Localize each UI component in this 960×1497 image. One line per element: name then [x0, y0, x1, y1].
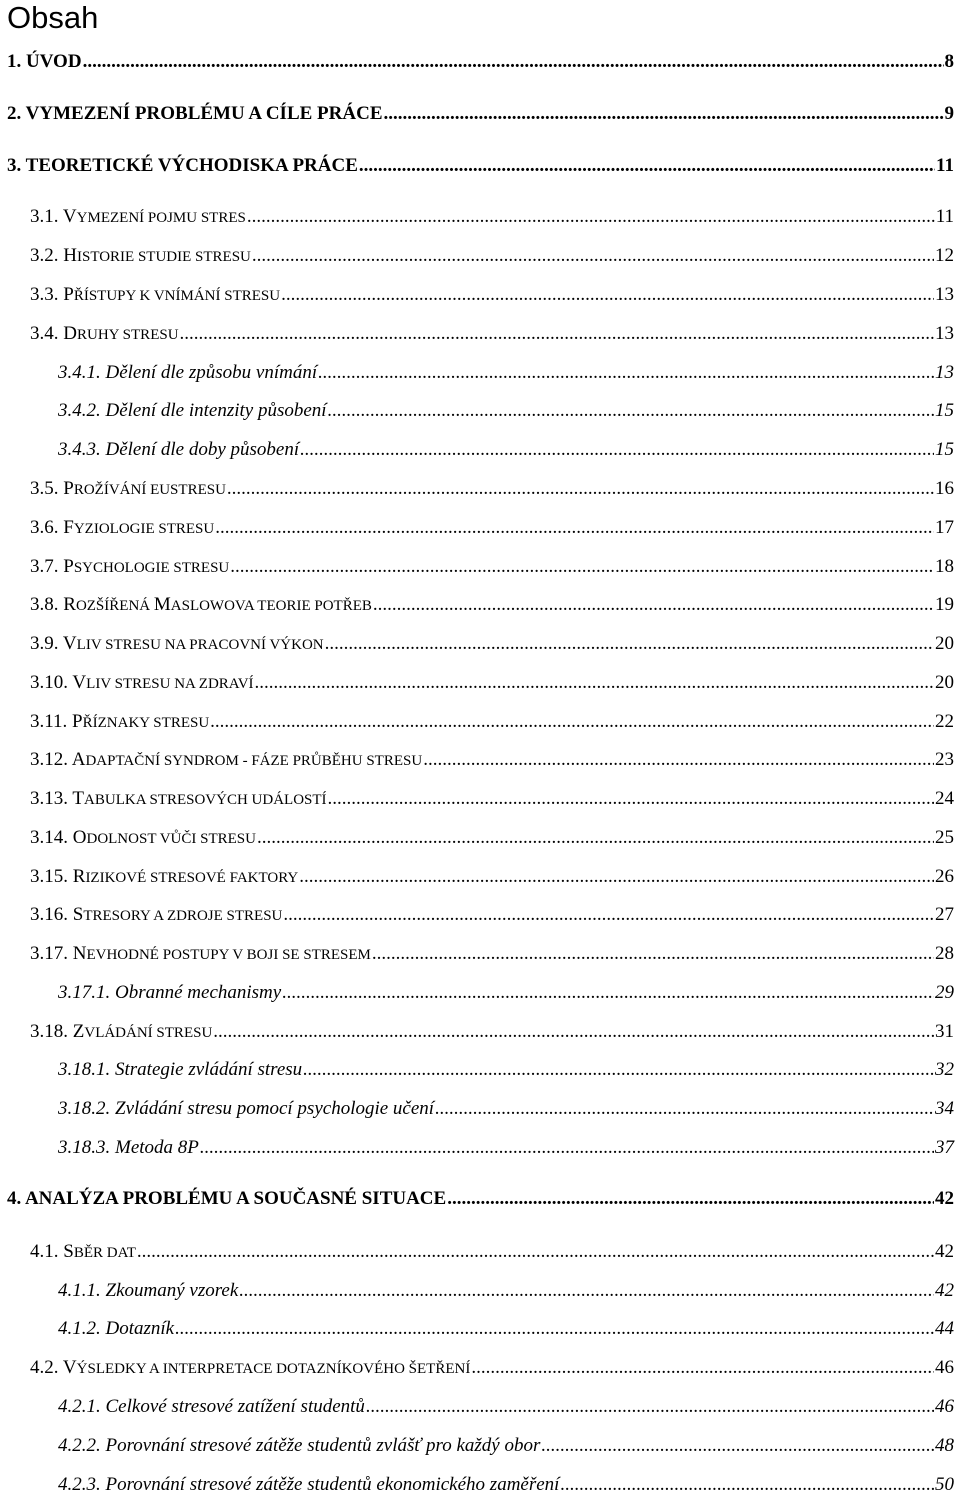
toc-entry-title-part: BĚR DAT	[73, 1245, 136, 1261]
toc-page-number: 15	[935, 400, 954, 421]
toc-entry-label	[7, 102, 383, 126]
toc-leader-dots	[213, 1020, 934, 1044]
toc-entry-number: 4.2.3.	[58, 1474, 106, 1495]
toc-entry-title-part: YMEZENÍ POJMU STRES	[76, 210, 246, 226]
toc-entry-title-part: VLÁDÁNÍ STRESU	[84, 1025, 213, 1041]
toc-entry-label	[58, 981, 281, 1005]
toc-entry[interactable]	[58, 361, 954, 385]
toc-page-number: 42	[935, 1280, 954, 1301]
toc-page-number: 16	[935, 478, 954, 499]
toc-entry[interactable]	[30, 516, 954, 540]
toc-entry-label	[7, 154, 358, 178]
toc-page-number: 9	[944, 103, 954, 124]
toc-page-number: 11	[935, 206, 954, 227]
toc-entry-label	[30, 865, 298, 890]
toc-entry-number: 3.17.	[30, 943, 73, 964]
toc-entry-label	[58, 1136, 199, 1160]
toc-entry-number: 3.6.	[30, 517, 64, 538]
toc-entry-title-part: ÝSLEDKY A INTERPRETACE DOTAZNÍKOVÉHO ŠETŘENÍ	[76, 1361, 471, 1377]
toc-page-number: 28	[935, 943, 954, 964]
toc-leader-dots	[471, 1356, 934, 1380]
toc-entry-number: 4.1.2.	[58, 1318, 106, 1339]
toc-entry-label	[58, 1434, 540, 1458]
toc-entry-label	[30, 322, 179, 347]
toc-page-number: 37	[935, 1137, 954, 1158]
toc-page-number: 46	[935, 1357, 954, 1378]
toc-entry-number: 3.3.	[30, 284, 64, 305]
toc-entry-number: 3.9.	[30, 633, 63, 654]
toc-leader-dots	[282, 981, 934, 1005]
toc-entry-title-part: V	[62, 206, 77, 227]
toc-entry-title-part: LIV STRESU NA PRACOVNÍ VÝKON	[76, 637, 324, 653]
toc-page-number: 50	[935, 1474, 954, 1495]
toc-entry-title-part: H	[63, 245, 77, 266]
toc-entry-number: 2.	[7, 103, 26, 124]
toc-entry[interactable]	[30, 826, 954, 850]
toc-entry-number: 3.12.	[30, 749, 72, 770]
toc-entry-label	[7, 50, 82, 74]
toc-entry-number: 3.16.	[30, 904, 73, 925]
toc-entry-number: 3.10.	[30, 672, 73, 693]
toc-entry-label	[30, 205, 246, 230]
toc-page-number: 46	[935, 1396, 954, 1417]
toc-entry-title-part: Zkoumaný vzorek	[105, 1280, 239, 1301]
toc-entry-label	[58, 1317, 174, 1341]
toc-page-number: 8	[944, 51, 954, 72]
toc-leader-dots	[325, 632, 934, 656]
toc-entry-label	[30, 1240, 136, 1265]
toc-entry-number: 3.15.	[30, 866, 73, 887]
toc-entry-title-part: Dotazník	[105, 1318, 175, 1339]
toc-entry-title-part: R	[72, 866, 86, 887]
toc-entry-title-part: Porovnání stresové zátěže studentů zvlášť pro každý obor	[105, 1435, 541, 1456]
toc-entry[interactable]	[7, 154, 954, 178]
toc-entry-title-part: RUHY STRESU	[76, 327, 179, 343]
toc-entry[interactable]	[58, 399, 954, 423]
toc-entry[interactable]	[58, 1136, 954, 1160]
toc-entry[interactable]	[30, 671, 954, 695]
toc-page-number: 20	[935, 672, 954, 693]
toc-leader-dots	[83, 50, 944, 74]
toc-entry-title-part: V	[62, 1357, 77, 1378]
toc-page-number: 48	[935, 1435, 954, 1456]
toc-leader-dots	[366, 1395, 934, 1419]
toc-entry-title-part: Celkové stresové zatížení studentů	[105, 1396, 365, 1417]
toc-entry-number: 4.2.	[30, 1357, 63, 1378]
toc-entry-title-part: Z	[72, 1021, 85, 1042]
toc-page-number: 17	[935, 517, 954, 538]
toc-page-number: 29	[935, 982, 954, 1003]
toc-entry-title-part: Dělení dle intenzity působení	[105, 400, 327, 421]
toc-leader-dots	[252, 244, 934, 268]
toc-entry-label	[30, 1020, 212, 1045]
toc-entry-label	[58, 361, 317, 385]
toc-page-number: 42	[935, 1241, 954, 1262]
toc-entry-number: 3.2.	[30, 245, 64, 266]
toc-entry-title-part: D	[63, 323, 77, 344]
toc-entry-number: 4.1.	[30, 1241, 64, 1262]
toc-entry-label	[30, 671, 254, 696]
toc-entry-title-part: ISTORIE STUDIE STRESU	[76, 249, 251, 265]
toc-entry-number: 3.13.	[30, 788, 73, 809]
toc-entry[interactable]	[30, 593, 954, 617]
toc-page-number: 31	[935, 1021, 954, 1042]
toc-entry[interactable]	[30, 1020, 954, 1044]
toc-entry[interactable]	[58, 981, 954, 1005]
toc-page-number: 27	[935, 904, 954, 925]
toc-leader-dots	[303, 1058, 934, 1082]
toc-entry-title-part: F	[63, 517, 74, 538]
toc-entry[interactable]	[58, 1317, 954, 1341]
toc-leader-dots	[255, 671, 934, 695]
toc-entry-title-part: S	[72, 904, 84, 925]
toc-leader-dots	[328, 399, 934, 423]
toc-entry-number: 4.1.1.	[58, 1280, 106, 1301]
toc-entry-title-part: ÚVOD	[26, 51, 82, 72]
toc-entry[interactable]	[30, 205, 954, 229]
toc-entry-title-part: Porovnání stresové zátěže studentů ekonomického zaměření	[105, 1474, 560, 1495]
toc-page-number: 22	[935, 711, 954, 732]
toc-entry-title-part: ANALÝZA PROBLÉMU A SOUČASNÉ SITUACE	[24, 1188, 447, 1209]
toc-leader-dots	[560, 1473, 934, 1497]
toc-entry[interactable]	[58, 1058, 954, 1082]
toc-leader-dots	[283, 903, 934, 927]
toc-entry-title-part: Dělení dle způsobu vnímání	[105, 362, 318, 383]
toc-entry-number: 3.4.	[30, 323, 64, 344]
toc-entry-number: 4.2.1.	[58, 1396, 106, 1417]
toc-entry-title-part: VYMEZENÍ PROBLÉMU A CÍLE PRÁCE	[25, 103, 383, 124]
toc-entry-label	[30, 942, 371, 967]
toc-entry-label	[7, 1187, 446, 1211]
toc-entry[interactable]	[30, 787, 954, 811]
toc-entry-number: 3.5.	[30, 478, 64, 499]
toc-entry-title-part: TEORETICKÉ VÝCHODISKA PRÁCE	[25, 155, 358, 176]
toc-entry-number: 3.18.2.	[58, 1098, 115, 1119]
toc-entry-label	[30, 710, 209, 735]
toc-page-number: 11	[936, 155, 954, 176]
toc-entry-title-part: TRESORY A ZDROJE STRESU	[83, 908, 283, 924]
toc-entry-label	[30, 593, 372, 618]
toc-entry-label	[30, 244, 251, 269]
toc-leader-dots	[239, 1279, 934, 1303]
toc-entry-number: 3.4.1.	[58, 362, 106, 383]
toc-entry-number: 3.8.	[30, 594, 64, 615]
toc-entry-number: 3.14.	[30, 827, 73, 848]
toc-page-number: 25	[935, 827, 954, 848]
toc-entry-number: 3.7.	[30, 556, 64, 577]
toc-entry-title-part: Metoda 8P	[115, 1137, 199, 1158]
toc-entry-title-part: ABULKA STRESOVÝCH UDÁLOSTÍ	[84, 792, 327, 808]
toc-entry-number: 3.4.2.	[58, 400, 106, 421]
toc-page-number: 23	[935, 749, 954, 770]
toc-page-number: 32	[935, 1059, 954, 1080]
toc-entry-label	[30, 477, 226, 502]
toc-page-number: 26	[935, 866, 954, 887]
toc-page-number: 13	[935, 323, 954, 344]
toc-page-number: 13	[935, 362, 954, 383]
toc-entry[interactable]	[30, 710, 954, 734]
toc-entry-label	[30, 516, 214, 541]
toc-entry-title-part: V	[62, 633, 77, 654]
toc-entry-title-part: ŘÍZNAKY STRESU	[82, 715, 210, 731]
toc-entry-number: 3.4.3.	[58, 439, 106, 460]
toc-page-number: 44	[935, 1318, 954, 1339]
toc-entry-title-part: P	[72, 711, 83, 732]
toc-leader-dots	[230, 555, 934, 579]
toc-entry-label	[58, 1395, 365, 1419]
toc-entry-label	[30, 826, 256, 851]
toc-entry-label	[30, 787, 327, 812]
toc-entry-title-part: N	[72, 943, 87, 964]
toc-entry-label	[58, 438, 299, 462]
toc-page-number: 19	[935, 594, 954, 615]
toc-entry[interactable]	[30, 748, 954, 772]
toc-entry[interactable]	[30, 1240, 954, 1264]
toc-leader-dots	[175, 1317, 934, 1341]
toc-page-number: 15	[935, 439, 954, 460]
toc-leader-dots	[137, 1240, 934, 1264]
toc-leader-dots	[257, 826, 934, 850]
toc-leader-dots	[423, 748, 934, 772]
toc-entry[interactable]	[7, 50, 954, 74]
toc-leader-dots	[180, 322, 934, 346]
toc-entry-title-part: SYCHOLOGIE STRESU	[73, 560, 230, 576]
toc-entry[interactable]	[58, 1395, 954, 1419]
toc-entry-title-part: S	[63, 1241, 74, 1262]
toc-entry-label	[30, 903, 282, 928]
page-title: Obsah	[7, 0, 99, 35]
toc-entry-number: 4.	[7, 1188, 25, 1209]
toc-leader-dots	[300, 438, 934, 462]
toc-entry-title-part: Strategie zvládání stresu	[115, 1059, 303, 1080]
toc-entry-title-part: DOLNOST VŮČI STRESU	[86, 831, 256, 847]
toc-entry[interactable]	[30, 1356, 954, 1380]
toc-entry[interactable]	[30, 244, 954, 268]
toc-entry-title-part: O	[72, 827, 87, 848]
toc-entry-title-part: P	[63, 478, 74, 499]
toc-leader-dots	[435, 1097, 934, 1121]
toc-entry-title-part: Zvládání stresu pomocí psychologie učení	[115, 1098, 435, 1119]
toc-entry-number: 3.18.1.	[58, 1059, 115, 1080]
toc-entry-title-part: ŘÍSTUPY K VNÍMÁNÍ STRESU	[73, 288, 281, 304]
toc-page-number: 24	[935, 788, 954, 809]
toc-entry-title-part: IZIKOVÉ STRESOVÉ FAKTORY	[85, 870, 299, 886]
toc-entry[interactable]	[7, 102, 954, 126]
toc-entry-number: 3.	[7, 155, 26, 176]
toc-entry-label	[58, 399, 327, 423]
toc-page-number: 42	[935, 1188, 954, 1209]
toc-entry-title-part: Dělení dle doby působení	[105, 439, 300, 460]
toc-entry-title-part: ASLOWOVA TEORIE POTŘEB	[170, 598, 372, 614]
toc-entry-label	[30, 555, 229, 580]
toc-entry[interactable]	[58, 1473, 954, 1497]
toc-entry-title-part: OZŠÍŘENÁ	[75, 598, 154, 614]
toc-page-number: 12	[935, 245, 954, 266]
toc-leader-dots	[359, 154, 935, 178]
toc-leader-dots	[318, 361, 934, 385]
toc-entry-title-part: V	[72, 672, 87, 693]
toc-page-number: 13	[935, 284, 954, 305]
toc-leader-dots	[210, 710, 934, 734]
toc-entry-title-part: DAPTAČNÍ SYNDROM - FÁZE PRŮBĚHU STRESU	[85, 753, 423, 769]
toc-entry[interactable]	[30, 865, 954, 889]
toc-entry[interactable]	[58, 1097, 954, 1121]
toc-page-number: 18	[935, 556, 954, 577]
toc-entry[interactable]	[30, 632, 954, 656]
toc-entry[interactable]	[30, 942, 954, 966]
toc-entry[interactable]	[58, 438, 954, 462]
toc-entry-label	[58, 1097, 434, 1121]
toc-entry[interactable]	[58, 1279, 954, 1303]
toc-entry[interactable]	[7, 1187, 954, 1211]
toc-leader-dots	[247, 205, 935, 229]
toc-entry-title-part: EVHODNÉ POSTUPY V BOJI SE STRESEM	[86, 947, 371, 963]
toc-leader-dots	[541, 1434, 934, 1458]
toc-entry-title-part: R	[63, 594, 76, 615]
toc-entry-number: 1.	[7, 51, 26, 72]
toc-entry-number: 3.17.1.	[58, 982, 115, 1003]
toc-leader-dots	[328, 787, 934, 811]
toc-entry[interactable]	[30, 477, 954, 501]
toc-entry-title-part: P	[63, 284, 74, 305]
toc-entry[interactable]	[30, 555, 954, 579]
toc-entry[interactable]	[58, 1434, 954, 1458]
toc-entry-number: 4.2.2.	[58, 1435, 106, 1456]
toc-entry-title-part: A	[71, 749, 86, 770]
toc-entry-title-part: YZIOLOGIE STRESU	[73, 521, 215, 537]
toc-entry-title-part: P	[63, 556, 74, 577]
toc-leader-dots	[200, 1136, 934, 1160]
toc-entry-number: 3.11.	[30, 711, 73, 732]
toc-leader-dots	[447, 1187, 934, 1211]
toc-entry[interactable]	[30, 322, 954, 346]
toc-leader-dots	[227, 477, 934, 501]
toc-leader-dots	[281, 283, 934, 307]
toc-entry-title-part: Obranné mechanismy	[115, 982, 282, 1003]
toc-leader-dots	[299, 865, 934, 889]
toc-entry-title-part: LIV STRESU NA ZDRAVÍ	[86, 676, 254, 692]
toc-entry-label	[58, 1473, 559, 1497]
toc-entry[interactable]	[30, 283, 954, 307]
toc-entry-number: 3.18.	[30, 1021, 73, 1042]
toc-entry[interactable]	[30, 903, 954, 927]
toc-entry-title-part: M	[153, 594, 171, 615]
toc-entry-title-part: ROŽÍVÁNÍ EUSTRESU	[73, 482, 226, 498]
toc-leader-dots	[373, 593, 934, 617]
toc-entry-label	[58, 1279, 238, 1303]
toc-leader-dots	[384, 102, 944, 126]
toc-entry-label	[30, 632, 324, 657]
toc-leader-dots	[215, 516, 934, 540]
toc-entry-label	[30, 283, 280, 308]
toc-entry-title-part: T	[72, 788, 85, 809]
toc-entry-label	[58, 1058, 302, 1082]
toc-entry-number: 3.1.	[30, 206, 63, 227]
toc-entry-number: 3.18.3.	[58, 1137, 115, 1158]
toc-leader-dots	[372, 942, 934, 966]
toc-entry-label	[30, 1356, 470, 1381]
toc-entry-label	[30, 748, 422, 773]
toc-page-number: 20	[935, 633, 954, 654]
toc-page-number: 34	[935, 1098, 954, 1119]
